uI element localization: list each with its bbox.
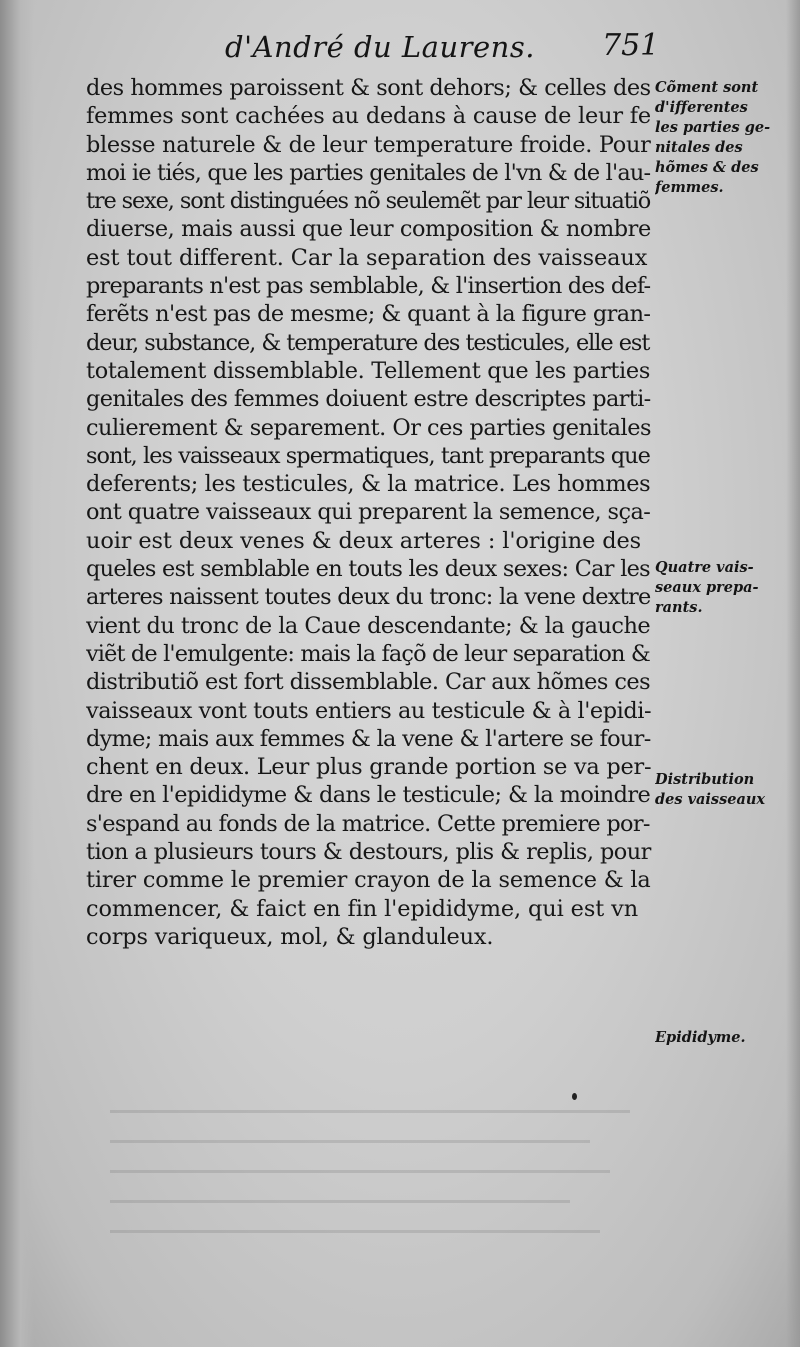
page-gutter-shadow	[0, 0, 34, 1347]
text-line: diuerse, mais aussi que leur composition & nombre	[86, 216, 651, 243]
margin-note-line: hõmes & des	[655, 159, 759, 176]
margin-note-vessel-distribution	[655, 770, 795, 810]
body-text	[86, 74, 656, 951]
text-line: arteres naissent toutes deux du tronc: la vene dextre	[86, 584, 651, 611]
text-line: ont quatre vaisseaux qui preparent la semence, sça-	[86, 499, 651, 526]
text-line: viẽt de l'emulgente: mais la façõ de leur separation &	[86, 640, 650, 667]
text-line: des hommes paroissent & sont dehors; & celles des	[86, 75, 651, 101]
margin-note-line: seaux prepa-	[655, 579, 759, 596]
text-line: s'espand au fonds de la matrice. Cette premiere por-	[86, 810, 650, 837]
margin-note-line: femmes.	[655, 179, 724, 196]
text-line: vaisseaux vont touts entiers au testicule & à l'epidi-	[86, 697, 652, 724]
text-line: moi ie tiés, que les parties genitales de l'vn & de l'au-	[86, 159, 651, 186]
text-line: sont, les vaisseaux spermatiques, tant preparants que	[86, 442, 650, 469]
text-line: totalement dissemblable. Tellement que les parties	[86, 357, 650, 384]
text-line: distributiõ est fort dissemblable. Car aux hõmes ces	[86, 669, 651, 696]
margin-note-line: Cõment sont	[655, 79, 759, 96]
margin-note-line: rants.	[655, 599, 703, 616]
show-through-line	[110, 1200, 570, 1203]
margin-note-epididyme	[655, 1028, 795, 1048]
show-through-line	[110, 1230, 600, 1233]
text-line: vient du tronc de la Caue descendante; & la gauche	[86, 612, 651, 639]
text-line: preparants n'est pas semblable, & l'insertion des def-	[86, 273, 651, 300]
text-line: deferents; les testicules, & la matrice. Les hommes	[86, 471, 651, 498]
margin-note-genital-differences	[655, 78, 795, 198]
show-through-line	[110, 1140, 590, 1143]
text-line: dre en l'epididyme & dans le testicule; & la moindre	[86, 782, 651, 809]
text-line: commencer, & faict en fin l'epididyme, qui est vn	[86, 895, 639, 922]
text-line: dyme; mais aux femmes & la vene & l'artere se four-	[86, 725, 651, 752]
text-line: femmes sont cachées au dedans à cause de leur fe	[86, 103, 651, 130]
text-line: culierement & separement. Or ces parties genitales	[86, 414, 651, 441]
show-through-line	[110, 1170, 610, 1173]
text-line: tion a plusieurs tours & destours, plis & replis, pour	[86, 839, 651, 866]
text-line: deur, substance, & temperature des testicules, elle est	[86, 329, 650, 356]
margin-note-line: Quatre vais-	[655, 559, 754, 576]
text-line: tirer comme le premier crayon de la semence & la	[86, 867, 651, 894]
margin-note-four-vessels	[655, 558, 795, 618]
page-number: 751	[602, 28, 660, 63]
margin-note-line: Epididyme.	[655, 1029, 746, 1046]
text-line: genitales des femmes doiuent estre descriptes parti-	[86, 386, 651, 413]
text-line: blesse naturele & de leur temperature froide. Pour	[86, 131, 651, 158]
page-edge-shadow	[786, 0, 800, 1347]
show-through-line	[110, 1110, 630, 1113]
text-line: est tout different. Car la separation des vaisseaux	[86, 244, 648, 271]
margin-note-line: des vaisseaux	[655, 791, 766, 808]
ink-speck	[572, 1093, 577, 1100]
text-line: uoir est deux venes & deux arteres : l'origine des	[86, 527, 642, 554]
margin-note-line: les parties ge-	[655, 119, 771, 136]
text-line: chent en deux. Leur plus grande portion se va per-	[86, 754, 652, 781]
text-line: tre sexe, sont distinguées nõ seulemẽt par leur situatiõ	[86, 188, 651, 215]
running-title: d'André du Laurens.	[225, 30, 535, 64]
text-line: corps variqueux, mol, & glanduleux.	[86, 923, 494, 950]
text-line: ferẽts n'est pas de mesme; & quant à la figure gran-	[86, 301, 651, 328]
margin-note-line: nitales des	[655, 139, 743, 156]
margin-note-line: d'ifferentes	[655, 99, 748, 116]
margin-note-line: Distribution	[655, 771, 755, 788]
text-line: queles est semblable en touts les deux sexes: Car les	[86, 556, 650, 583]
